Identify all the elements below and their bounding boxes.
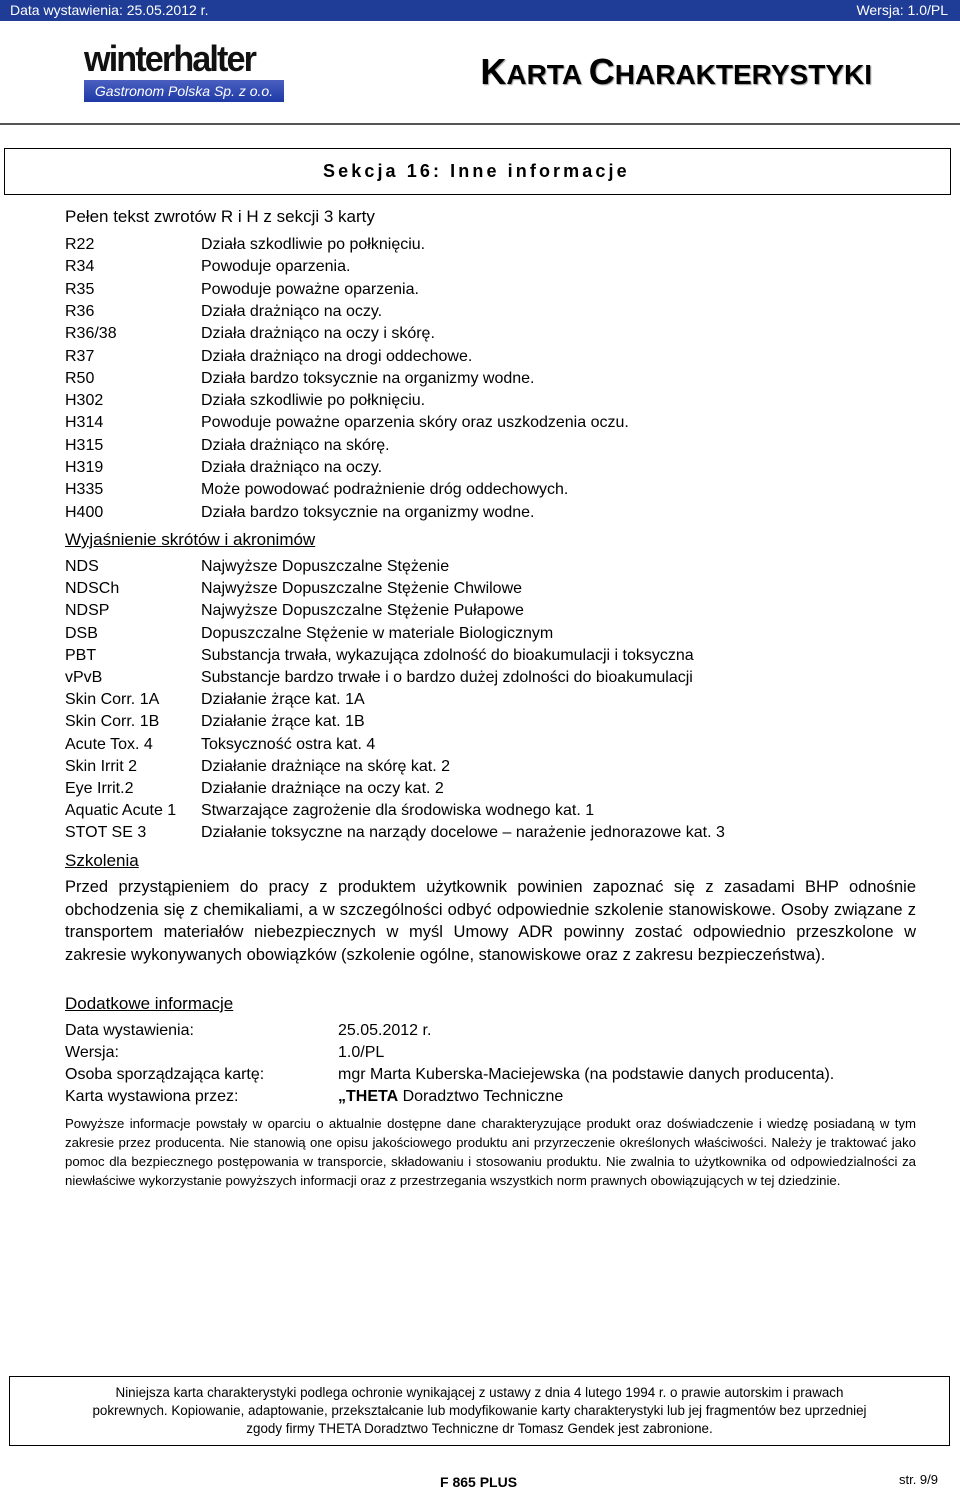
list-item bbox=[65, 479, 945, 501]
list-item bbox=[65, 645, 945, 667]
item-text: Działa drażniąco na skórę. bbox=[201, 436, 390, 454]
item-text: Działanie żrące kat. 1B bbox=[201, 713, 365, 731]
additional-heading: Dodatkowe informacje bbox=[65, 994, 234, 1013]
list-item bbox=[65, 301, 945, 323]
info-label: Wersja: bbox=[65, 1044, 119, 1061]
list-item bbox=[65, 689, 945, 711]
item-text: Działanie żrące kat. 1A bbox=[201, 691, 365, 709]
copyright-line: Niniejsza karta charakterystyki podlega ochronie wynikającej z ustawy z dnia 4 lutego 1994 r. o prawie autorskim i prawach bbox=[115, 1385, 844, 1400]
item-code: Acute Tox. 4 bbox=[65, 735, 153, 753]
item-code: R36/38 bbox=[65, 325, 117, 343]
item-text: Działa szkodliwie po połknięciu. bbox=[201, 236, 426, 253]
item-code: H319 bbox=[65, 459, 104, 476]
item-code: Aquatic Acute 1 bbox=[65, 802, 177, 820]
item-text: Dopuszczalne Stężenie w materiale Biologicznym bbox=[201, 624, 554, 642]
logo-company: Gastronom Polska Sp. z o.o. bbox=[84, 80, 284, 102]
product-name: F 865 PLUS bbox=[440, 1474, 518, 1490]
item-text: Działa drażniąco na drogi oddechowe. bbox=[201, 347, 473, 365]
item-text: Substancja trwała, wykazująca zdolność do bioakumulacji i toksyczna bbox=[201, 646, 694, 664]
list-item bbox=[65, 412, 945, 434]
training-text: Przed przystąpieniem do pracy z produktem użytkownik powinien zapoznać się z zasadami BHP odnośnie obchodzenia się z chemikaliami, a w szczególności odbyć odpowiednie szkolenie stanowiskowe. Osoby związane z transportem materiałów niebezpiecznych w myśl Umowy ADR powinny zostać odpowiednio przeszkolone w zakresie wykonywanych obowiązków (szkolenie ogólne, stanowiskowe oraz z zakresu bezpieczeństwa). bbox=[65, 878, 916, 964]
item-code: NDSP bbox=[65, 602, 110, 620]
list-item bbox=[65, 279, 945, 301]
item-text: Powoduje poważne oparzenia. bbox=[201, 280, 419, 298]
item-text: Działa drażniąco na oczy i skórę. bbox=[201, 325, 435, 343]
item-code: Skin Corr. 1A bbox=[65, 691, 160, 709]
list-item bbox=[65, 756, 945, 778]
document-title bbox=[480, 51, 872, 93]
section-header-box bbox=[4, 148, 951, 195]
list-item bbox=[65, 623, 945, 645]
item-code: R35 bbox=[65, 280, 95, 298]
list-item bbox=[65, 822, 945, 844]
item-text: Działa drażniąco na oczy. bbox=[201, 459, 383, 476]
info-label: Data wystawienia: bbox=[65, 1022, 194, 1039]
copyright-line: zgody firmy THETA Doradztwo Techniczne dr Tomasz Gendek jest zabronione. bbox=[246, 1421, 713, 1436]
item-text: Najwyższe Dopuszczalne Stężenie bbox=[201, 558, 450, 575]
item-code: H314 bbox=[65, 414, 104, 432]
copyright-line: pokrewnych. Kopiowanie, adaptowanie, przekształcanie lub modyfikowanie karty charakterystyki lub jej fragmentów bez uprzedniej bbox=[92, 1403, 867, 1418]
info-row bbox=[65, 1042, 945, 1064]
item-text: Toksyczność ostra kat. 4 bbox=[201, 735, 376, 753]
list-item bbox=[65, 323, 945, 345]
rh-heading: Pełen tekst zwrotów R i H z sekcji 3 karty bbox=[65, 207, 375, 226]
info-value: mgr Marta Kuberska-Maciejewska (na podstawie danych producenta). bbox=[338, 1066, 835, 1083]
item-code: H335 bbox=[65, 481, 104, 499]
item-code: H400 bbox=[65, 503, 104, 521]
company-logo bbox=[84, 38, 296, 113]
info-label: Osoba sporządzająca kartę: bbox=[65, 1066, 265, 1083]
item-code: R34 bbox=[65, 258, 95, 276]
item-code: vPvB bbox=[65, 669, 103, 686]
title-k1: K bbox=[480, 51, 507, 92]
item-text: Działa bardzo toksycznie na organizmy wodne. bbox=[201, 369, 535, 387]
item-text: Działa drażniąco na oczy. bbox=[201, 302, 383, 320]
info-value: 1.0/PL bbox=[338, 1044, 385, 1061]
item-code: R50 bbox=[65, 369, 95, 387]
item-code: R37 bbox=[65, 347, 95, 365]
list-item bbox=[65, 800, 945, 822]
page-number: str. 9/9 bbox=[898, 1472, 938, 1487]
issuer-name: „THETA bbox=[338, 1088, 399, 1105]
item-text: Powoduje oparzenia. bbox=[201, 258, 351, 276]
info-row bbox=[65, 1064, 945, 1086]
abbr-heading: Wyjaśnienie skrótów i akronimów bbox=[65, 530, 316, 549]
issue-date: Data wystawienia: 25.05.2012 r. bbox=[10, 2, 209, 18]
section-title: Sekcja 16: Inne informacje bbox=[323, 161, 630, 181]
item-code: R36 bbox=[65, 302, 95, 320]
title-rest1: ARTA bbox=[506, 59, 589, 90]
item-text: Działa szkodliwie po połknięciu. bbox=[201, 392, 426, 410]
item-code: NDSCh bbox=[65, 580, 120, 598]
item-code: DSB bbox=[65, 624, 98, 642]
list-item bbox=[65, 556, 945, 578]
title-rest2: HARAKTERYSTYKI bbox=[614, 59, 872, 90]
item-code: Skin Corr. 1B bbox=[65, 713, 160, 731]
list-item bbox=[65, 711, 945, 733]
item-text: Powoduje poważne oparzenia skóry oraz uszkodzenia oczu. bbox=[201, 414, 629, 432]
list-item bbox=[65, 734, 945, 756]
list-item bbox=[65, 256, 945, 278]
item-code: Eye Irrit.2 bbox=[65, 780, 134, 797]
item-code: H315 bbox=[65, 436, 104, 454]
item-text: Może powodować podrażnienie dróg oddechowych. bbox=[201, 481, 569, 499]
copyright-box bbox=[9, 1376, 950, 1446]
item-text: Działanie toksyczne na narządy docelowe – narażenie jednorazowe kat. 3 bbox=[201, 824, 725, 842]
list-item bbox=[65, 368, 945, 390]
info-value bbox=[338, 1086, 563, 1108]
list-item bbox=[65, 578, 945, 600]
item-code: NDS bbox=[65, 558, 99, 575]
list-item bbox=[65, 502, 945, 524]
item-code: PBT bbox=[65, 646, 97, 664]
logo-brand: winterhalter bbox=[84, 38, 256, 79]
list-item bbox=[65, 600, 945, 622]
item-text: Działanie drażniące na skórę kat. 2 bbox=[201, 757, 451, 775]
info-label: Karta wystawiona przez: bbox=[65, 1088, 239, 1105]
item-text: Najwyższe Dopuszczalne Stężenie Pułapowe bbox=[201, 602, 524, 620]
item-text: Działanie drażniące na oczy kat. 2 bbox=[201, 780, 444, 797]
top-bar bbox=[0, 0, 960, 21]
training-heading: Szkolenia bbox=[65, 851, 139, 870]
info-row bbox=[65, 1086, 945, 1108]
version: Wersja: 1.0/PL bbox=[856, 2, 948, 18]
list-item bbox=[65, 346, 945, 368]
list-item bbox=[65, 234, 945, 256]
issuer-rest: Doradztwo Techniczne bbox=[398, 1088, 564, 1105]
item-text: Działa bardzo toksycznie na organizmy wodne. bbox=[201, 503, 535, 521]
item-code: R22 bbox=[65, 236, 95, 253]
item-text: Stwarzające zagrożenie dla środowiska wodnego kat. 1 bbox=[201, 802, 595, 820]
list-item bbox=[65, 778, 945, 800]
title-k2: C bbox=[588, 51, 615, 92]
info-value: 25.05.2012 r. bbox=[338, 1022, 432, 1039]
header bbox=[0, 21, 960, 125]
item-code: STOT SE 3 bbox=[65, 824, 147, 842]
item-code: H302 bbox=[65, 392, 104, 410]
info-row bbox=[65, 1020, 945, 1042]
list-item bbox=[65, 667, 945, 689]
list-item bbox=[65, 435, 945, 457]
copyright-text bbox=[10, 1384, 949, 1438]
list-item bbox=[65, 457, 945, 479]
item-text: Substancje bardzo trwałe i o bardzo dużej zdolności do bioakumulacji bbox=[201, 669, 693, 686]
disclaimer: Powyższe informacje powstały w oparciu o aktualnie dostępne dane charakteryzujące produkt oraz doświadczenie i wiedzę posiadaną w tym zakresie przez producenta. Nie stanowią one opisu jakościowego produktu ani przyrzeczenie określonych właściwości. Należy je traktować jako pomoc dla bezpiecznego postępowania w transporcie, składowaniu i stosowaniu produktu. Nie zwalnia to użytkownika od odpowiedzialności za niewłaściwe wykorzystanie powyższych informacji oraz z przestrzegania wszystkich norm prawnych obowiązujących w tej dziedzinie. bbox=[65, 1116, 916, 1188]
item-code: Skin Irrit 2 bbox=[65, 757, 138, 775]
item-text: Najwyższe Dopuszczalne Stężenie Chwilowe bbox=[201, 580, 523, 598]
list-item bbox=[65, 390, 945, 412]
